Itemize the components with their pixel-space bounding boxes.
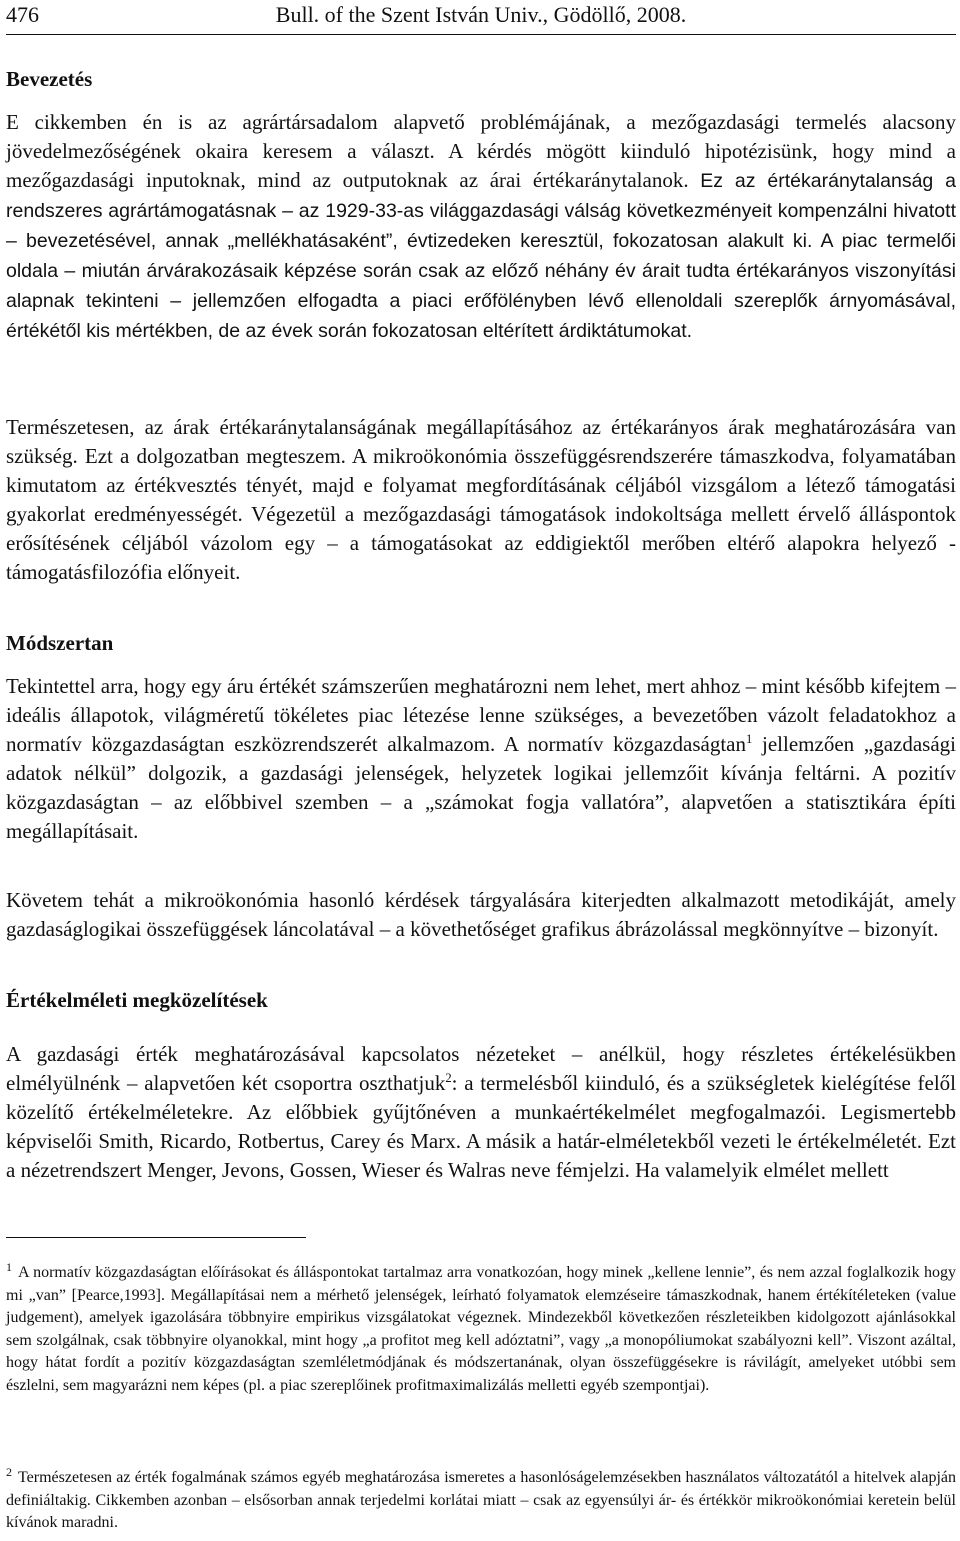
- intro-paragraph-1-continuation: Ez az értékaránytalanság a rendszeres agrártámogatásnak – az 1929-33-as világgazdasági válság következményeit kompenzálni hivatott – bevezetésével, annak „mellékhatásaként”, évtizedeken keresztül, fokozatosan alakult ki. A piac termelői oldala – miután árvárakozásaik képzése során csak az előző néhány év árait tudta értékarányos viszonyítási alapnak tekinteni – jellemzően elfogadta a piaci erőfölényben lévő ellenoldali szereplők árnyomásával, értékétől kis mértékben, de az évek során fokozatosan eltérített árdiktátumokat.: [6, 170, 956, 342]
- header-rule: [6, 34, 956, 35]
- method-paragraph-1-b: jellemzően „gazdasági adatok nélkül” dolgozik, a gazdasági jelenségek, helyzetek logikai jellemzőit kívánja feltárni. A pozitív közgazdaságtan – az előbbivel szemben – a „számokat fogja vallatóra”, alapvetően a statisztikára építi megállapításait.: [6, 732, 956, 843]
- method-paragraph-1: [6, 672, 956, 846]
- intro-paragraph-1: [6, 108, 956, 346]
- intro-paragraph-2: Természetesen, az árak értékaránytalanságának megállapításához az értékarányos árak meghatározására van szükség. Ezt a dolgozatban megteszem. A mikroökonómia összefüggésrendszerére támaszkodva, folyamatában kimutatom az értékvesztés tényét, majd e folyamat megfordításának céljából vizsgálom a létező támogatási gyakorlat eredményességét. Végezetül a mezőgazdasági támogatások indokoltsága mellett érvelő álláspontok erősítésének céljából vázolom egy – a támogatásokat az eddigiektől merőben eltérő alapokra helyező - támogatásfilozófia előnyeit.: [6, 415, 956, 584]
- footnote-separator: [6, 1237, 306, 1238]
- value-paragraph-1-a: A gazdasági érték meghatározásával kapcsolatos nézeteket – anélkül, hogy részletes értékelésükben elmélyülnénk – alapvetően két csoportra oszthatjuk: [6, 1042, 956, 1095]
- footnote-ref-2[interactable]: 2: [445, 1071, 452, 1085]
- page-number: 476: [6, 2, 39, 27]
- section-heading-intro: Bevezetés: [6, 67, 93, 91]
- footnote-2-mark: 2: [6, 1464, 12, 1479]
- page-header: [6, 2, 956, 34]
- footnote-1: [6, 1259, 956, 1397]
- footnote-1-mark: 1: [6, 1259, 12, 1274]
- section-heading-method: Módszertan: [6, 631, 114, 655]
- value-paragraph-1: [6, 1040, 956, 1185]
- value-paragraph-1-b: : a termelésből kiinduló, és a szükségletek kielégítése felől közelítő értékelméletekre. Az előbbiek gyűjtőnéven a munkaértékelmélet megfogalmazói. Legismertebb képviselői Smith, Ricardo, Rotbertus, Carey és Marx. A másik a határ-elméletekből vezeti le értékelméletét. Ezt a nézetrendszert Menger, Jevons, Gossen, Wieser és Walras neve fémjelzi. Ha valamelyik elmélet mellett: [6, 1071, 956, 1182]
- running-head: Bull. of the Szent István Univ., Gödöllő, 2008.: [275, 2, 687, 27]
- method-paragraph-1-a: Tekintettel arra, hogy egy áru értékét számszerűen meghatározni nem lehet, mert ahhoz – mint később kifejtem – ideális állapotok, világméretű tökéletes piac létezése lenne szükséges, a bevezetőben vázolt feladatokhoz a normatív közgazdaságtan eszközrendszerét alkalmazom. A normatív közgazdaságtan: [6, 674, 956, 756]
- method-paragraph-2: Követem tehát a mikroökonómia hasonló kérdések tárgyalására kiterjedten alkalmazott metodikáját, amely gazdaságlogikai összefüggések láncolatával – a követhetőséget grafikus ábrázolással megkönnyítve – bizonyít.: [6, 888, 956, 941]
- footnote-1-text: A normatív közgazdaságtan előírásokat és álláspontokat tartalmaz arra vonatkozóan, hogy minek „kellene lennie”, és nem azzal foglalkozik hogy mi „van” [Pearce,1993]. Megállapításai nem a mérhető jelenségek, leírható folyamatok elemzéseire támaszkodnak, hanem értékítéleteken (value judgement), amelyek igazolására többnyire empirikus vizsgálatokat végeznek. Mindezekből következően részleteikben kidolgozott ajánlásokkal sem szolgálnak, csak többnyire olyanokkal, mint hogy „a profitot meg kell adóztatni”, vagy „a monopóliumokat szabályozni kell”. Viszont azáltal, hogy hátat fordít a pozitív közgazdaságtan szemléletmódjának és módszertanának, olyan összefüggésekre is rávilágít, amelyeket utóbbi sem észlelni, sem magyarázni nem képes (pl. a piac szereplőinek profitmaximalizálás melletti egyéb szempontjai).: [6, 1264, 956, 1394]
- section-heading-value-theory: Értékelméleti megközelítések: [6, 988, 268, 1012]
- footnote-2-text: Természetesen az érték fogalmának számos egyéb meghatározása ismeretes a hasonlóságelemzésekben használatos változatától a hitelvek alapján definiáltakig. Cikkemben azonban – elsősorban annak terjedelmi korlátai miatt – csak az egyensúlyi ár- és értékkör mikroökonómiai keretein belül kívánok maradni.: [6, 1469, 956, 1531]
- footnote-2: [6, 1464, 956, 1535]
- intro-paragraph-1-lead: E cikkemben én is az agrártársadalom alapvető problémájának, a mezőgazdasági termelés alacsony jövedelmezőségének okaira keresem a választ. A kérdés mögött kiinduló hipotézisünk, hogy mind a mezőgazdasági inputoknak, mind az outputoknak az árai értékaránytalanok.: [6, 110, 956, 192]
- footnote-ref-1[interactable]: 1: [746, 732, 753, 746]
